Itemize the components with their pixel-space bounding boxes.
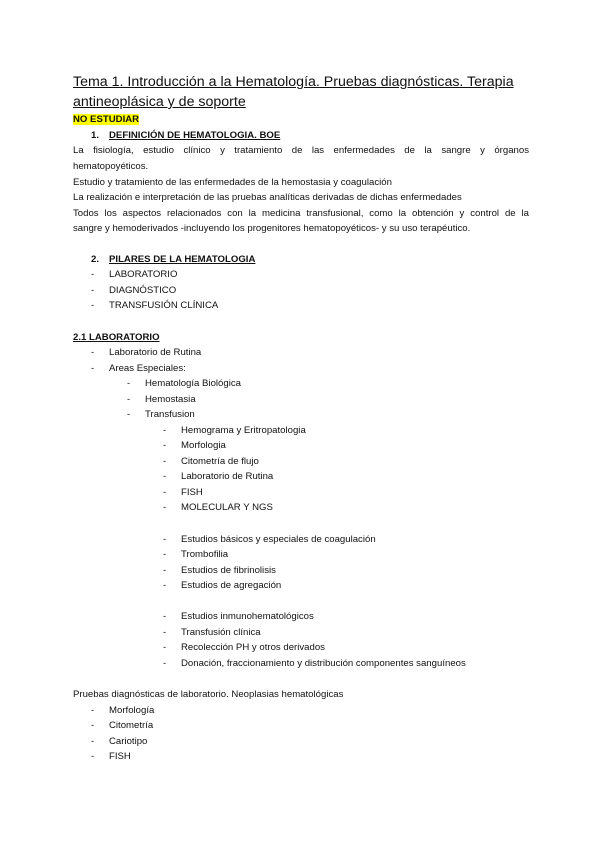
- list-item: Citometría de flujo: [181, 456, 259, 467]
- list-dash: -: [163, 425, 167, 436]
- list-item: Laboratorio de Rutina: [109, 347, 202, 358]
- list-dash: -: [163, 471, 167, 482]
- section-1-line: La realización e interpretación de las pruebas analíticas derivadas de dichas enfermedades: [73, 192, 462, 203]
- list-dash: -: [127, 394, 131, 405]
- section-1-line: sangre y hemoderivados -incluyendo los progenitores hematopoyéticos- y su uso terapéutico.: [73, 223, 471, 234]
- list-item: Estudios de fibrinolisis: [181, 565, 276, 576]
- list-item: Hemostasia: [145, 394, 196, 405]
- list-dash: -: [163, 440, 167, 451]
- section-1-heading: [91, 128, 547, 143]
- list-dash: -: [91, 720, 95, 731]
- list-item: Estudios de agregación: [181, 580, 282, 591]
- list-item: FISH: [109, 751, 131, 762]
- section-2-1-title: 2.1 LABORATORIO: [73, 332, 160, 343]
- list-dash: -: [163, 502, 167, 513]
- section-2-heading: [91, 252, 547, 267]
- list-dash: -: [163, 549, 167, 560]
- section-1-line: La fisiología, estudio clínico y tratamiento de las enfermedades de la sangre y órganos: [73, 145, 529, 156]
- notice-line: [73, 112, 529, 127]
- list-item: Trombofilia: [181, 549, 229, 560]
- list-dash: -: [163, 534, 167, 545]
- list-dash: -: [127, 409, 131, 420]
- list-item: DIAGNÓSTICO: [109, 285, 177, 296]
- list-item: Donación, fraccionamiento y distribución componentes sanguíneos: [181, 658, 466, 669]
- list-item: FISH: [181, 487, 203, 498]
- section-1-line: Todos los aspectos relacionados con la medicina transfusional, como la obtención y control de la: [73, 208, 529, 219]
- section-2-title: PILARES DE LA HEMATOLOGIA: [109, 254, 256, 265]
- list-dash: -: [127, 378, 131, 389]
- list-item: Areas Especiales:: [109, 363, 186, 374]
- list-dash: -: [91, 363, 95, 374]
- section-2-number: 2.: [91, 254, 100, 265]
- list-item: Recolección PH y otros derivados: [181, 642, 325, 653]
- section-1-line: hematopoyéticos.: [73, 161, 149, 172]
- list-dash: -: [91, 751, 95, 762]
- list-item: Morfología: [109, 705, 155, 716]
- list-item: Hematología Biológica: [145, 378, 241, 389]
- list-item: Morfologia: [181, 440, 226, 451]
- section-1-title: DEFINICIÓN DE HEMATOLOGIA. BOE: [109, 130, 281, 141]
- list-item: LABORATORIO: [109, 269, 178, 280]
- list-dash: -: [91, 300, 95, 311]
- document-title-line-1: Tema 1. Introducción a la Hematología. Pruebas diagnósticas. Terapia: [73, 74, 514, 90]
- list-dash: -: [91, 705, 95, 716]
- list-dash: -: [91, 285, 95, 296]
- section-1-line: Estudio y tratamiento de las enfermedades de la hemostasia y coagulación: [73, 177, 392, 188]
- list-item: Cariotipo: [109, 736, 148, 747]
- list-dash: -: [163, 642, 167, 653]
- list-dash: -: [91, 736, 95, 747]
- section-2-1-heading: [73, 330, 529, 345]
- diagnostic-tests-intro: Pruebas diagnósticas de laboratorio. Neoplasias hematológicas: [73, 689, 344, 700]
- list-dash: -: [163, 580, 167, 591]
- section-1-number: 1.: [91, 130, 100, 141]
- list-item: Laboratorio de Rutina: [181, 471, 274, 482]
- list-dash: -: [163, 658, 167, 669]
- list-item: Estudios básicos y especiales de coagulación: [181, 534, 376, 545]
- list-item: MOLECULAR Y NGS: [181, 502, 273, 513]
- list-dash: -: [163, 611, 167, 622]
- list-dash: -: [163, 456, 167, 467]
- list-dash: -: [163, 487, 167, 498]
- list-dash: -: [163, 565, 167, 576]
- list-item: TRANSFUSIÓN CLÍNICA: [109, 300, 219, 311]
- list-dash: -: [91, 269, 95, 280]
- list-item: Estudios inmunohematológicos: [181, 611, 314, 622]
- list-item: Transfusion: [145, 409, 195, 420]
- list-item: Hemograma y Eritropatologia: [181, 425, 306, 436]
- list-item: Transfusión clínica: [181, 627, 261, 638]
- list-dash: -: [91, 347, 95, 358]
- no-estudiar-highlight: NO ESTUDIAR: [73, 114, 140, 125]
- document-title-line-2: antineoplásica y de soporte: [73, 94, 246, 110]
- list-item: Citometría: [109, 720, 154, 731]
- list-dash: -: [163, 627, 167, 638]
